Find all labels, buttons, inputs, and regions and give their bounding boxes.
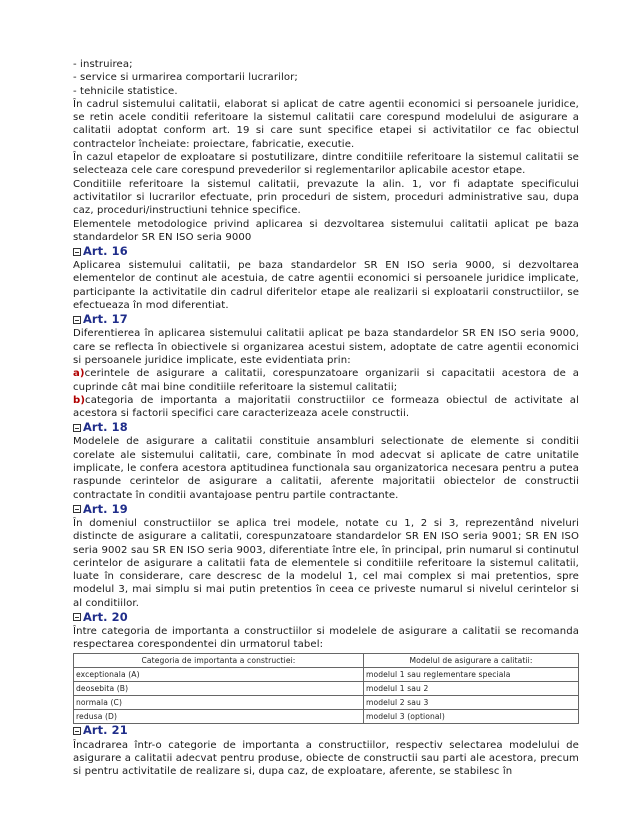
table-header-cell: Modelul de asigurare a calitatii: [364, 653, 579, 667]
article-title: Art. 20 [83, 609, 128, 624]
intro-line: - service si urmarirea comportarii lucrarilor; [73, 72, 298, 84]
collapse-toggle-icon[interactable] [73, 613, 81, 621]
intro-paragraph: În cazul etapelor de exploatare si postutilizare, dintre conditiile referitoare la sistemul calitatii se selecteaza cele care corespund prevederilor si reglementarilor aplicabile acestor etape. [73, 152, 579, 177]
intro-paragraph: În cadrul sistemului calitatii, elaborat si aplicat de catre agentii economici si persoanele juridice, se retin acele conditii referitoare la sistemul calitatii care corespund modelului de asigurare a calitatii adoptat conform art. 19 si care sunt specifice etapei si activitatilor ce fac obiectul contractelor încheiate: proiectare, fabricatie, executie. [73, 98, 579, 150]
table-row [74, 681, 579, 695]
item-label: b) [73, 394, 86, 406]
table-row [74, 695, 579, 709]
article-heading-17 [73, 312, 579, 327]
intro-paragraph: Elementele metodologice privind aplicarea si dezvoltarea sistemului calitatii aplicat pe baza standardelor SR EN ISO seria 9000 [73, 218, 579, 243]
table-header-cell: Categoria de importanta a constructiei: [74, 653, 364, 667]
table-cell: exceptionala (A) [74, 667, 364, 681]
collapse-toggle-icon[interactable] [73, 505, 81, 513]
table-cell: deosebita (B) [74, 681, 364, 695]
article-heading-20 [73, 610, 579, 625]
table-row [74, 709, 579, 723]
article-text: Aplicarea sistemului calitatii, pe baza standardelor SR EN ISO seria 9000, si dezvoltarea elementelor de continut ale acestuia, de catre agentii economici si persoanele juridice implicate, participante la activitatile din cadrul diferitelor etape ale realizarii si exploatarii constructiilor, se efectueaza în mod diferentiat. [73, 260, 579, 312]
table-cell: modelul 3 (optional) [364, 709, 579, 723]
intro-paragraph: Conditiile referitoare la sistemul calitatii, prevazute la alin. 1, vor fi adaptate specificului activitatilor si lucrarilor efectuate, prin proceduri de sistem, proceduri administrative sau, dupa caz, proceduri/instructiuni tehnice specifice. [73, 178, 579, 217]
intro-line: - instruirea; [73, 59, 133, 70]
article-item-a [73, 367, 579, 394]
collapse-toggle-icon[interactable] [73, 248, 81, 256]
table-row [74, 667, 579, 681]
table-header-row [74, 653, 579, 667]
intro-line: - tehnicile statistice. [73, 85, 178, 97]
article-title: Art. 16 [83, 244, 128, 258]
article-text: Încadrarea într-o categorie de importanta a constructiilor, respectiv selectarea modelului de asigurare a calitatii adecvat pentru produse, obiecte de constructii sau parti ale acestora, precum si pentru activitatile de realizare si, dupa caz, de exploatare, aferente, se stabilesc în [73, 739, 579, 778]
item-label: a) [73, 368, 85, 380]
article-title: Art. 18 [83, 420, 128, 435]
article-item-b [73, 394, 579, 421]
article-title: Art. 21 [83, 723, 128, 738]
article-heading-16 [73, 244, 579, 259]
collapse-toggle-icon[interactable] [73, 727, 81, 735]
article-text: Între categoria de importanta a constructiilor si modelele de asigurare a calitatii se recomanda respectarea corespondentei din urmatorul tabel: [73, 625, 579, 651]
collapse-toggle-icon[interactable] [73, 424, 81, 432]
article-text: Modelele de asigurare a calitatii constituie ansambluri selectionate de elemente si conditii corelate ale sistemului calitatii, care, combinate în mod adecvat si aplicate de catre unitatile implicate, le confera acestora aptitudinea functionala sau organizatorica necesara pentru a putea raspunde cerintelor de asigurare a calitatii, aferente majoritatii obiectelor de constructii contractate în conditii avantajoase pentru partile contractante. [73, 436, 579, 501]
table-cell: modelul 1 sau 2 [364, 681, 579, 695]
table-cell: redusa (D) [74, 709, 364, 723]
item-text: categoria de importanta a majoritatii constructiilor ce formeaza obiectul de activitate al acestora si factorii specifici care caracterizeaza acele constructii. [73, 394, 579, 420]
article-text: În domeniul constructiilor se aplica trei modele, notate cu 1, 2 si 3, reprezentând niveluri distincte de asigurare a calitatii, corespunzatoare standardelor SR EN ISO seria 9001; SR EN ISO seria 9002 sau SR EN ISO seria 9003, diferentiate între ele, în principal, prin numarul si continutul cerintelor de asigurare a calitatii fata de elementele si conditiile referitoare la sistemul calitatii, luate în considerare, care descresc de la modelul 1, cel mai complex si mai pretentios, spre modelul 3, mai simplu si mai putin pretentios în ceea ce priveste numarul si nivelul cerintelor si al conditiilor. [73, 517, 579, 609]
article-heading-19 [73, 502, 579, 517]
article-heading-18 [73, 420, 579, 435]
item-text: cerintele de asigurare a calitatii, corespunzatoare organizarii si capacitatii acestora de a cuprinde cât mai bine conditiile referitoare la sistemul calitatii; [73, 368, 579, 393]
document-page [73, 58, 579, 778]
article-text: Diferentierea în aplicarea sistemului calitatii aplicat pe baza standardelor SR EN ISO seria 9000, care se reflecta în obiectivele si organizarea acestui sistem, adoptate de catre agentii economici si persoanele juridice implicate, este evidentiata prin: [73, 328, 579, 366]
table-cell: modelul 1 sau reglementare speciala [364, 667, 579, 681]
article-heading-21 [73, 724, 579, 739]
correspondence-table [73, 653, 579, 724]
table-cell: modelul 2 sau 3 [364, 695, 579, 709]
article-title: Art. 19 [83, 501, 128, 516]
table-cell: normala (C) [74, 695, 364, 709]
article-title: Art. 17 [83, 312, 128, 327]
collapse-toggle-icon[interactable] [73, 316, 81, 324]
